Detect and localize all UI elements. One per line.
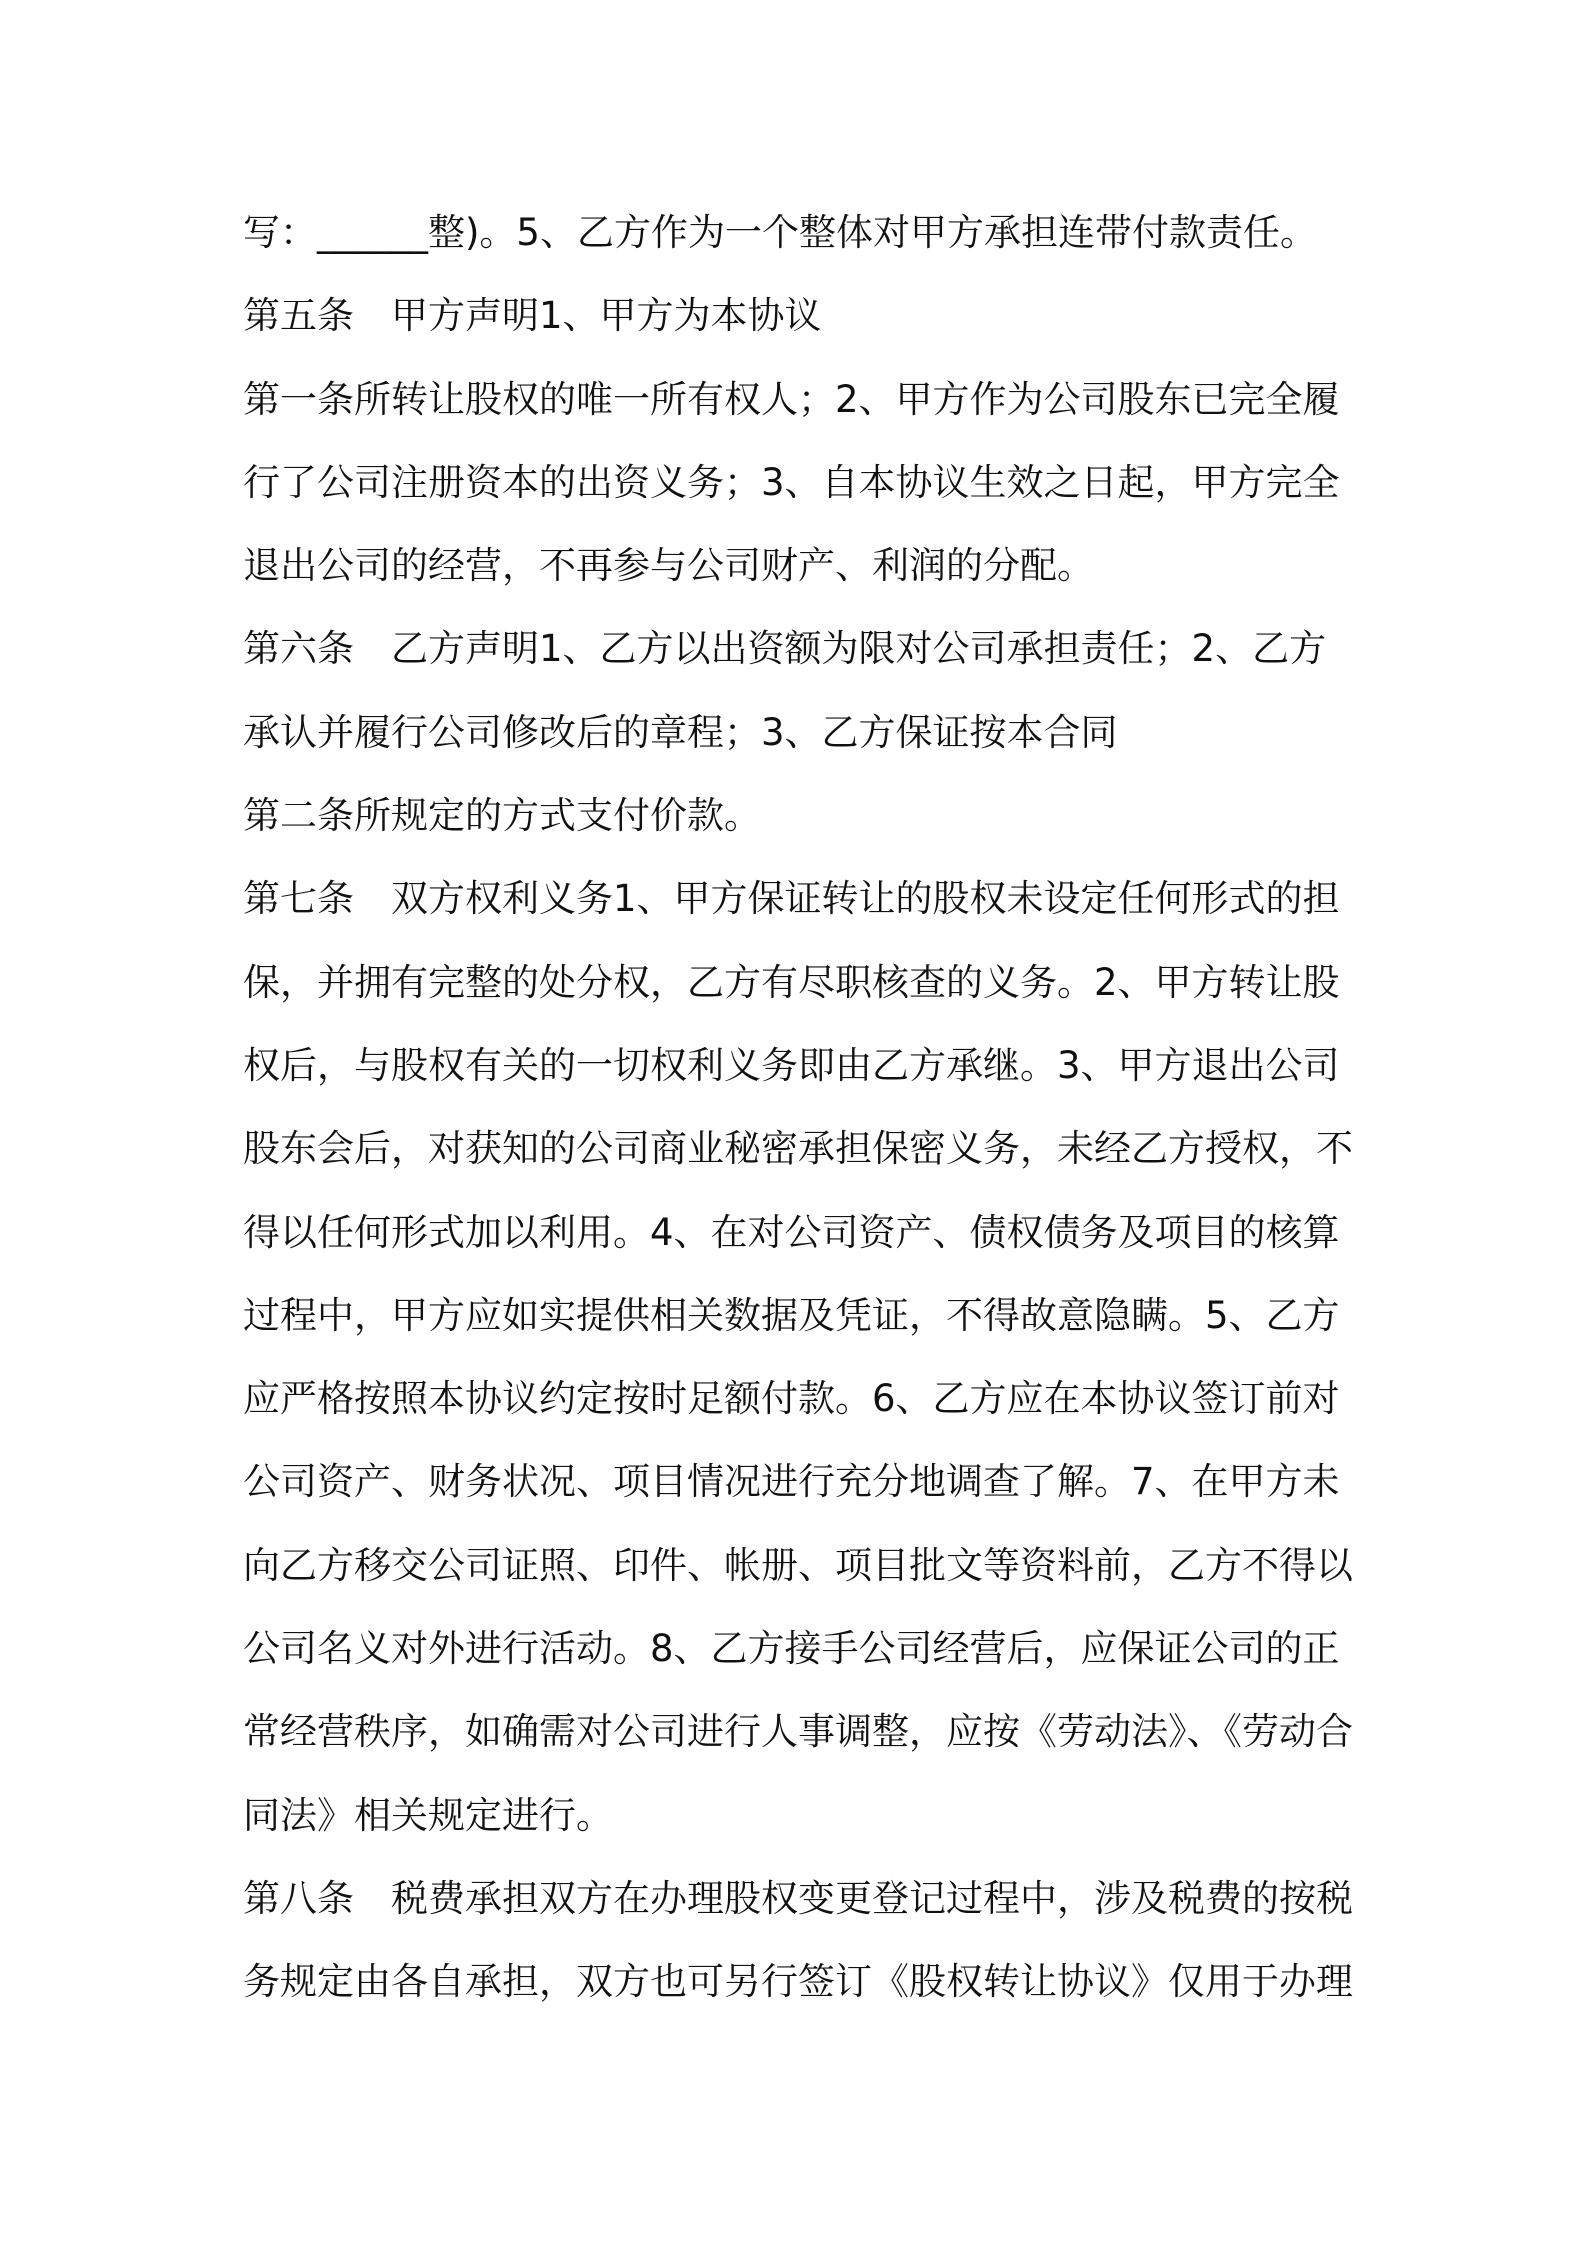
- text-line: 退出公司的经营，不再参与公司财产、利润的分配。: [243, 544, 1094, 588]
- text-line: 常经营秩序，如确需对公司进行人事调整，应按《劳动法》、《劳动合: [243, 1710, 1353, 1754]
- text-line: 得以任何形式加以利用。4、在对公司资产、债权债务及项目的核算: [243, 1210, 1340, 1254]
- text-line: 第七条 双方权利义务1、甲方保证转让的股权未设定任何形式的担: [243, 877, 1340, 921]
- text-line: 股东会后，对获知的公司商业秘密承担保密义务，未经乙方授权，不: [243, 1127, 1353, 1171]
- text-line: 第一条所转让股权的唯一所有权人；2、甲方作为公司股东已完全履: [243, 377, 1340, 421]
- text-line: 向乙方移交公司证照、印件、帐册、项目批文等资料前，乙方不得以: [243, 1543, 1353, 1587]
- text-line: 权后，与股权有关的一切权利义务即由乙方承继。3、甲方退出公司: [243, 1043, 1340, 1087]
- text-line: 公司名义对外进行活动。8、乙方接手公司经营后，应保证公司的正: [243, 1627, 1340, 1671]
- text-line: 公司资产、财务状况、项目情况进行充分地调查了解。7、在甲方未: [243, 1460, 1340, 1504]
- text-line: 保，并拥有完整的处分权，乙方有尽职核查的义务。2、甲方转让股: [243, 960, 1340, 1004]
- text-line: 同法》相关规定进行。: [243, 1793, 613, 1837]
- text-line: 第八条 税费承担双方在办理股权变更登记过程中，涉及税费的按税: [243, 1876, 1353, 1920]
- text-line: 第五条 甲方声明1、甲方为本协议: [243, 294, 822, 338]
- text-line: 写：______整)。5、乙方作为一个整体对甲方承担连带付款责任。: [243, 211, 1317, 254]
- document-body: [243, 191, 1363, 2024]
- text-line: 应严格按照本协议约定按时足额付款。6、乙方应在本协议签订前对: [243, 1377, 1340, 1421]
- text-line: 第二条所规定的方式支付价款。: [243, 794, 761, 838]
- text-line: 承认并履行公司修改后的章程；3、乙方保证按本合同: [243, 710, 1118, 754]
- text-line: 务规定由各自承担，双方也可另行签订《股权转让协议》仅用于办理: [243, 1960, 1353, 2004]
- text-line: 第六条 乙方声明1、乙方以出资额为限对公司承担责任；2、乙方: [243, 627, 1327, 671]
- text-line: 行了公司注册资本的出资义务；3、自本协议生效之日起，甲方完全: [243, 460, 1340, 504]
- text-line: 过程中，甲方应如实提供相关数据及凭证，不得故意隐瞒。5、乙方: [243, 1293, 1340, 1337]
